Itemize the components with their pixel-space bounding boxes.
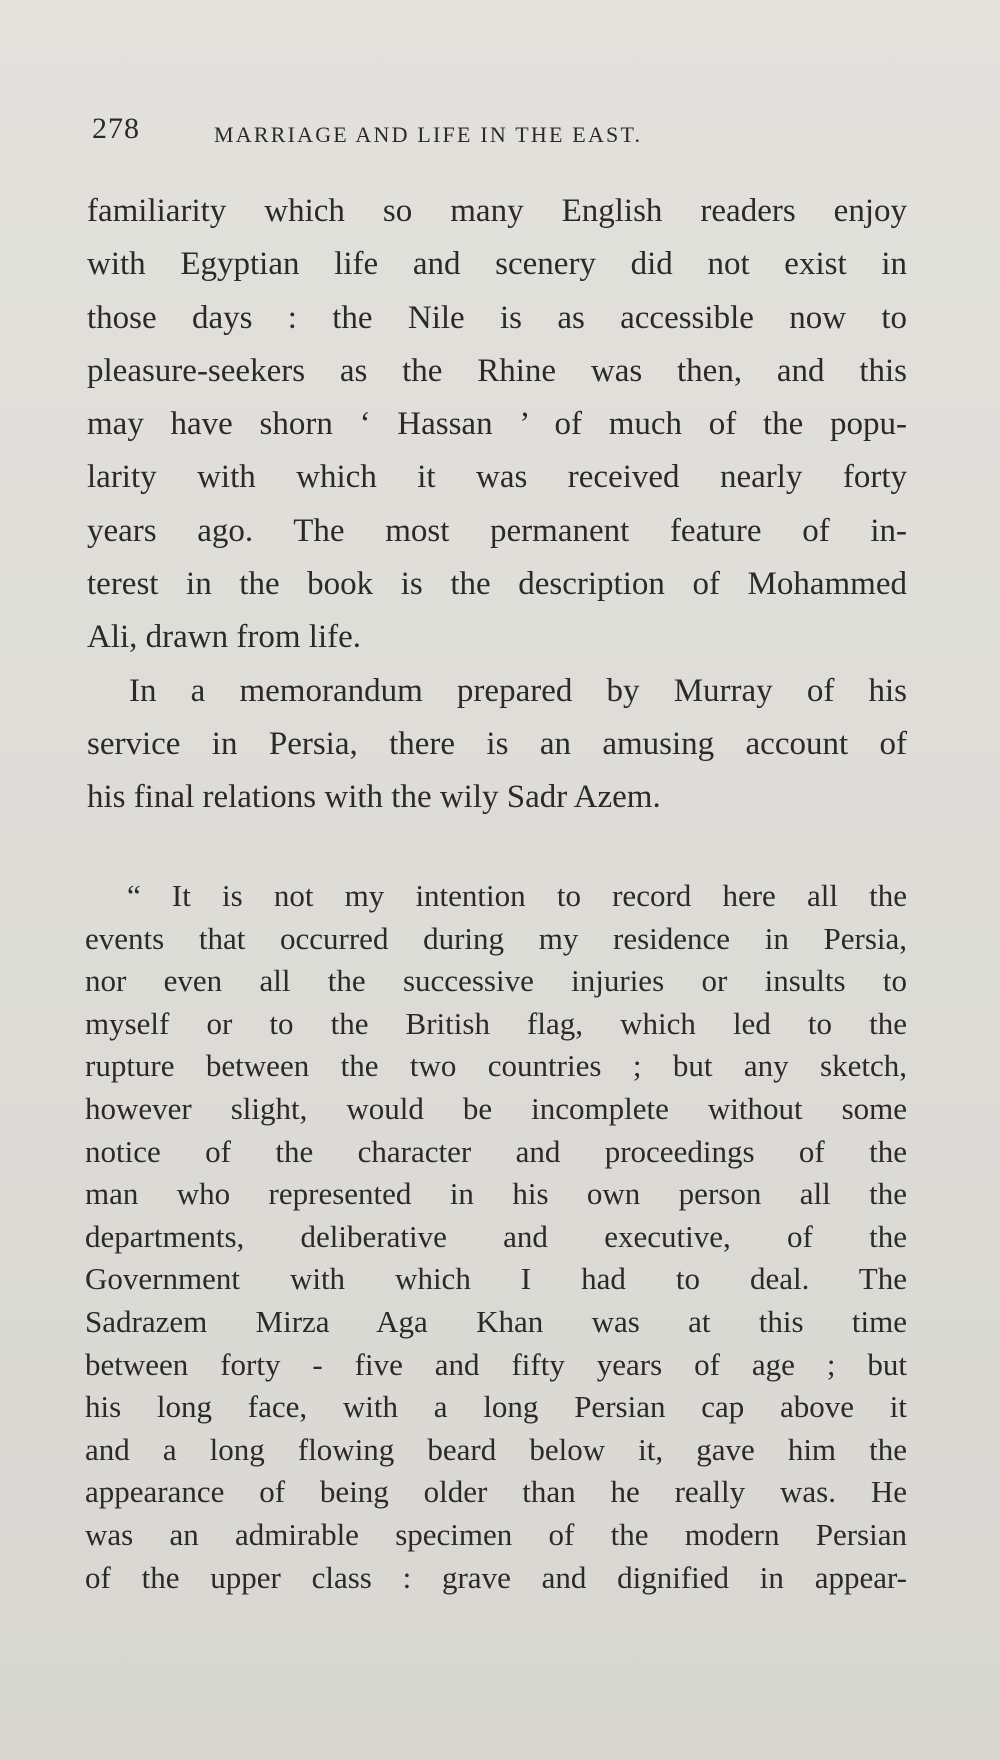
quote-line: his long face, with a long Persian cap above it — [85, 1389, 907, 1425]
quote-line: Government with which I had to deal. The — [85, 1261, 907, 1297]
text-line: his final relations with the wily Sadr Azem. — [87, 779, 661, 816]
text-line: with Egyptian life and scenery did not exist in — [87, 246, 907, 283]
quote-line: departments, deliberative and executive, of the — [85, 1218, 907, 1254]
page-number: 278 — [92, 112, 140, 145]
quote-line: rupture between the two countries ; but any sketch, — [85, 1048, 907, 1084]
quote-line: between forty - five and fifty years of age ; but — [85, 1346, 907, 1382]
quote-line: myself or to the British flag, which led to the — [85, 1005, 907, 1041]
running-head — [92, 112, 912, 152]
quote-line: events that occurred during my residence in Persia, — [85, 920, 907, 956]
running-title: MARRIAGE AND LIFE IN THE EAST. — [214, 122, 643, 147]
text-line: those days : the Nile is as accessible now to — [87, 299, 907, 336]
quote-line: notice of the character and proceedings of the — [85, 1133, 907, 1169]
quote-line: however slight, would be incomplete without some — [85, 1090, 907, 1126]
body-text — [87, 185, 907, 825]
quote-line: “ It is not my intention to record here all the — [127, 878, 907, 913]
text-line: years ago. The most permanent feature of in- — [87, 512, 907, 549]
quote-line: nor even all the successive injuries or insults to — [85, 963, 907, 999]
text-line: service in Persia, there is an amusing account of — [87, 725, 907, 762]
text-line: may have shorn ‘ Hassan ’ of much of the popu- — [87, 406, 907, 443]
quote-line: man who represented in his own person all the — [85, 1176, 907, 1212]
text-line: pleasure-seekers as the Rhine was then, and this — [87, 352, 907, 389]
quoted-memorandum — [85, 875, 907, 1599]
text-line: larity with which it was received nearly forty — [87, 459, 907, 496]
quote-line: and a long flowing beard below it, gave him the — [85, 1431, 907, 1467]
quote-line: appearance of being older than he really was. He — [85, 1474, 907, 1510]
text-line: Ali, drawn from life. — [87, 619, 362, 656]
text-line: In a memorandum prepared by Murray of his — [129, 672, 907, 709]
text-line: familiarity which so many English readers enjoy — [87, 193, 907, 229]
text-line: terest in the book is the description of Mohammed — [87, 566, 907, 603]
quote-line: Sadrazem Mirza Aga Khan was at this time — [85, 1303, 907, 1339]
quote-line: of the upper class : grave and dignified in appear- — [85, 1559, 907, 1595]
quote-line: was an admirable specimen of the modern Persian — [85, 1516, 907, 1552]
